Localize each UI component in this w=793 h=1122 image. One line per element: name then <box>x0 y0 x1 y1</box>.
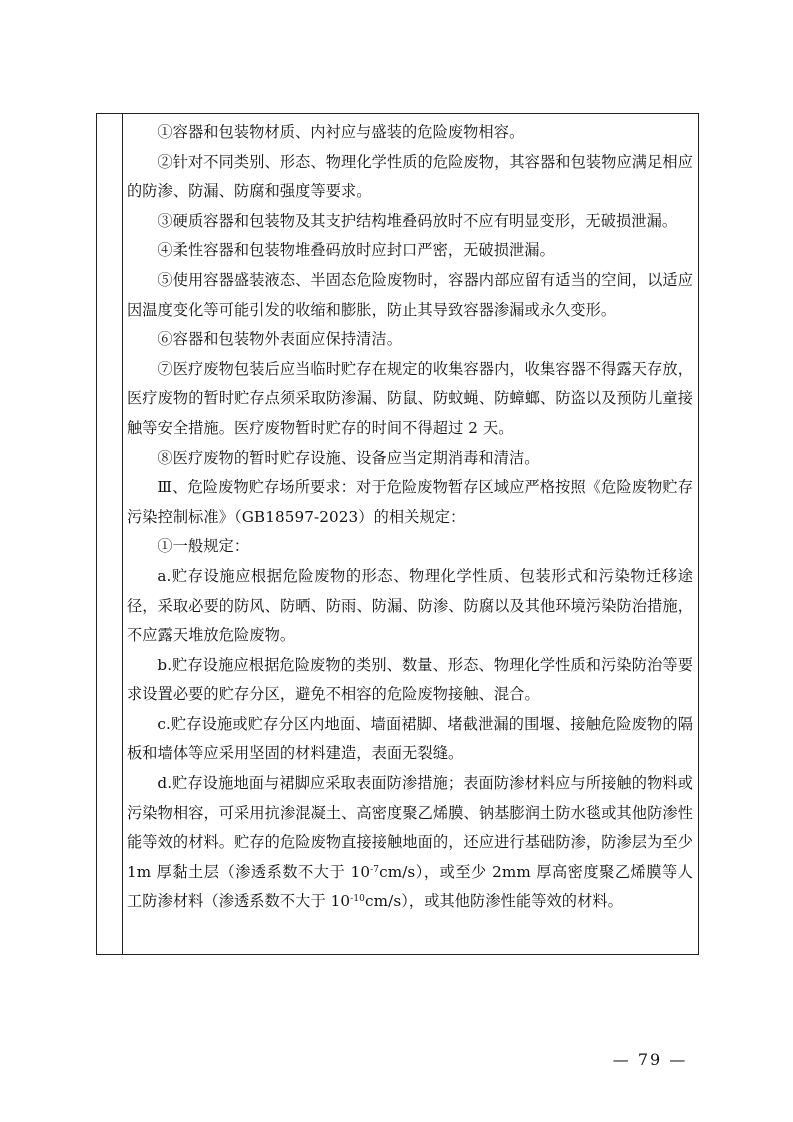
superscript: -10 <box>350 894 365 905</box>
text-span: cm/s），或至少 2mm 厚高密度聚乙烯膜等人工防渗材料（渗透系数不大于 10 <box>127 862 693 911</box>
paragraph: ③硬质容器和包装物及其支护结构堆叠码放时不应有明显变形，无破损泄漏。 <box>157 211 678 230</box>
paragraph: Ⅲ、危险废物贮存场所要求：对于危险废物暂存区域应严格按照《危险废物贮存污染控制标准》（GB18597-2023）的相关规定： <box>127 478 693 526</box>
superscript: -7 <box>370 864 380 875</box>
page-number: — 79 — <box>612 1050 688 1069</box>
table-frame <box>96 113 699 955</box>
text-span: d.贮存设施地面与裙脚应采取表面防渗措施；表面防渗材料应与所接触的物料或污染物相容，可采用抗渗混凝土、高密度聚乙烯膜、钠基膨润土防水毯或其他防渗性能等效的材料。贮存的危险废物直接接触地面的，还应进行基础防渗，防渗层为至少 1m 厚黏土层（渗透系数不大于 10 <box>127 774 693 881</box>
paragraph: ⑤使用容器盛装液态、半固态危险废物时，容器内部应留有适当的空间，以适应因温度变化等可能引发的收缩和膨胀，防止其导致容器渗漏或永久变形。 <box>127 270 693 319</box>
paragraph: ②针对不同类别、形态、物理化学性质的危险废物，其容器和包装物应满足相应的防渗、防漏、防腐和强度等要求。 <box>127 152 693 201</box>
paragraph: c.贮存设施或贮存分区内地面、墙面裙脚、堵截泄漏的围堰、接触危险废物的隔板和墙体等应采用坚固的材料建造，表面无裂缝。 <box>127 714 693 763</box>
paragraph: ⑦医疗废物包装后应当临时贮存在规定的收集容器内，收集容器不得露天存放，医疗废物的暂时贮存点须采取防渗漏、防鼠、防蚊蝇、防蟑螂、防盗以及预防儿童接触等安全措施。医疗废物暂时贮存的时间不得超过 2 天。 <box>127 359 693 437</box>
paragraph: ④柔性容器和包装物堆叠码放时应封口严密，无破损泄漏。 <box>157 241 555 260</box>
paragraph-last <box>127 769 693 917</box>
text-span: cm/s），或其他防渗性能等效的材料。 <box>365 892 623 911</box>
paragraph: ①容器和包装物材质、内衬应与盛装的危险废物相容。 <box>157 123 525 141</box>
paragraph: ⑧医疗废物的暂时贮存设施、设备应当定期消毒和清洁。 <box>157 448 540 467</box>
paragraph: ①一般规定： <box>157 537 250 556</box>
paragraph: a.贮存设施应根据危险废物的形态、物理化学性质、包装形式和污染物迁移途径，采取必要的防风、防晒、防雨、防漏、防渗、防腐以及其他环境污染防治措施，不应露天堆放危险废物。 <box>127 566 693 645</box>
table-cell-content <box>127 118 693 917</box>
column-divider <box>122 114 123 954</box>
paragraph: b.贮存设施应根据危险废物的类别、数量、形态、物理化学性质和污染防治等要求设置必要的贮存分区，避免不相容的危险废物接触、混合。 <box>127 655 693 704</box>
paragraph: ⑥容器和包装物外表面应保持清洁。 <box>157 330 402 349</box>
